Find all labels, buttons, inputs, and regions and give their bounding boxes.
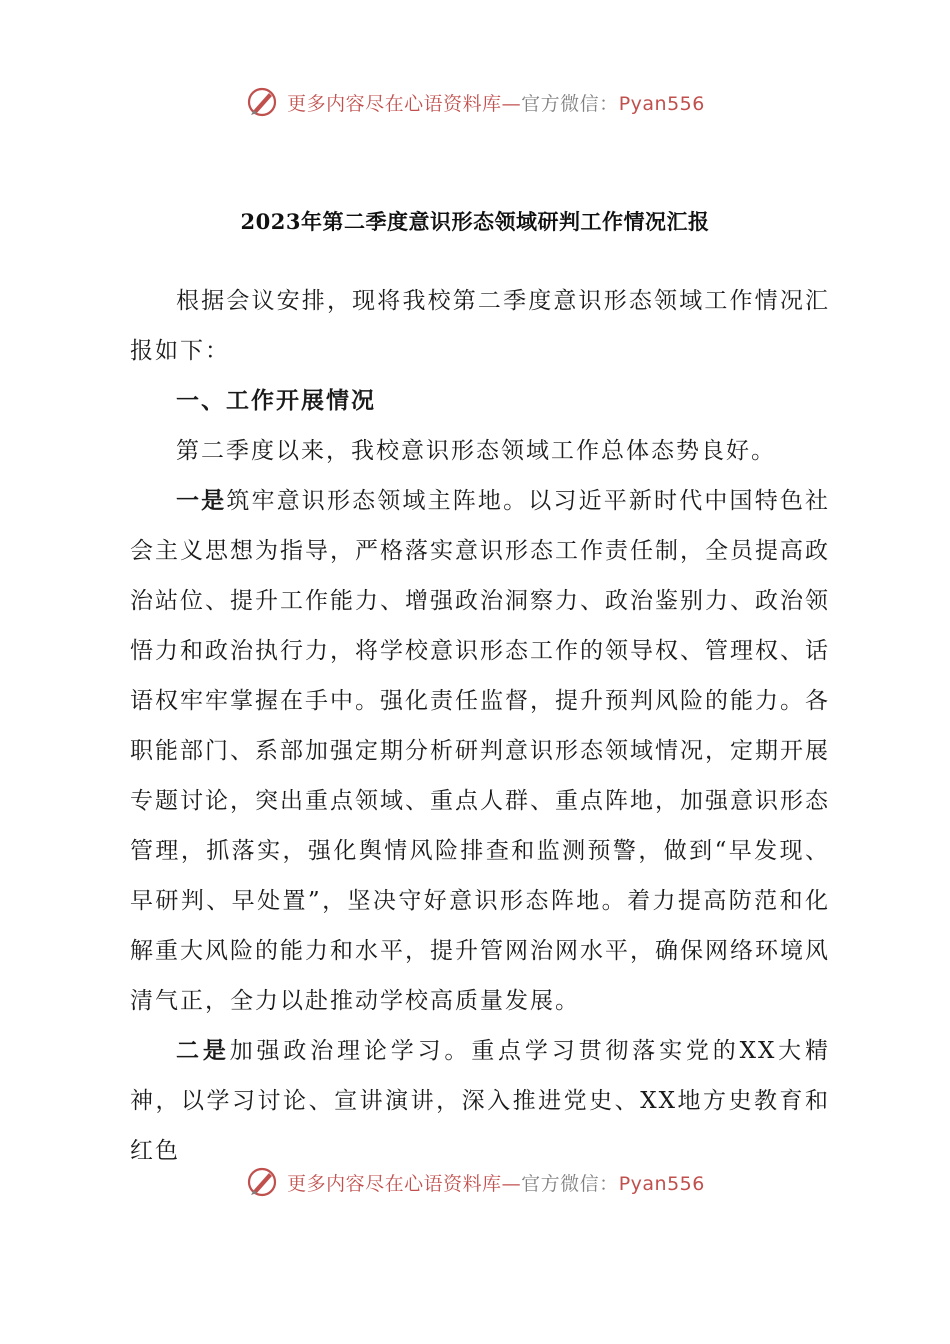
watermark-separator: — <box>501 92 522 115</box>
watermark-banner-top <box>0 82 950 122</box>
intro-paragraph: 根据会议安排，现将我校第二季度意识形态领域工作情况汇报如下： <box>130 288 830 364</box>
watermark-wechat-id: Pyan556 <box>618 1172 705 1195</box>
overview-paragraph: 第二季度以来，我校意识形态领域工作总体态势良好。 <box>176 438 776 464</box>
document-title: 2023年第二季度意识形态领域研判工作情况汇报 <box>240 209 710 234</box>
section-heading: 一、工作开展情况 <box>176 388 376 414</box>
watermark-text <box>287 1169 705 1196</box>
quill-pen-logo-icon <box>245 1165 279 1199</box>
watermark-brand: 更多内容尽在心语资料库 <box>287 92 502 115</box>
watermark-banner-bottom <box>0 1162 950 1202</box>
point-one-text: 筑牢意识形态领域主阵地。以习近平新时代中国特色社会主义思想为指导，严格落实意识形态工作责任制，全员提高政治站位、提升工作能力、增强政治洞察力、政治鉴别力、政治领悟力和政治执行力，将学校意识形态工作的领导权、管理权、话语权牢牢掌握在手中。强化责任监督，提升预判风险的能力。各职能部门、系部加强定期分析研判意识形态领域情况，定期开展专题讨论，突出重点领域、重点人群、重点阵地，加强意识形态管理，抓落实，强化舆情风险排查和监测预警，做到“早发现、早研判、早处置”，坚决守好意识形态阵地。着力提高防范和化解重大风险的能力和水平，提升管网治网水平，确保网络环境风清气正，全力以赴推动学校高质量发展。 <box>130 488 831 1014</box>
watermark-wechat-label: 官方微信： <box>521 1172 619 1195</box>
point-two-paragraph <box>130 1026 830 1176</box>
point-two-lead: 二是 <box>176 1038 230 1064</box>
document-body <box>130 276 830 1176</box>
watermark-brand: 更多内容尽在心语资料库 <box>287 1172 502 1195</box>
watermark-wechat-label: 官方微信： <box>521 92 619 115</box>
point-two-text: 加强政治理论学习。重点学习贯彻落实党的XX大精神，以学习讨论、宣讲演讲，深入推进党史、XX地方史教育和红色 <box>130 1038 831 1164</box>
quill-pen-logo-icon <box>245 85 279 119</box>
watermark-separator: — <box>501 1172 522 1195</box>
point-one-lead: 一是 <box>176 488 227 514</box>
watermark-text <box>287 89 705 116</box>
point-one-paragraph <box>130 476 830 1026</box>
watermark-wechat-id: Pyan556 <box>618 92 705 115</box>
